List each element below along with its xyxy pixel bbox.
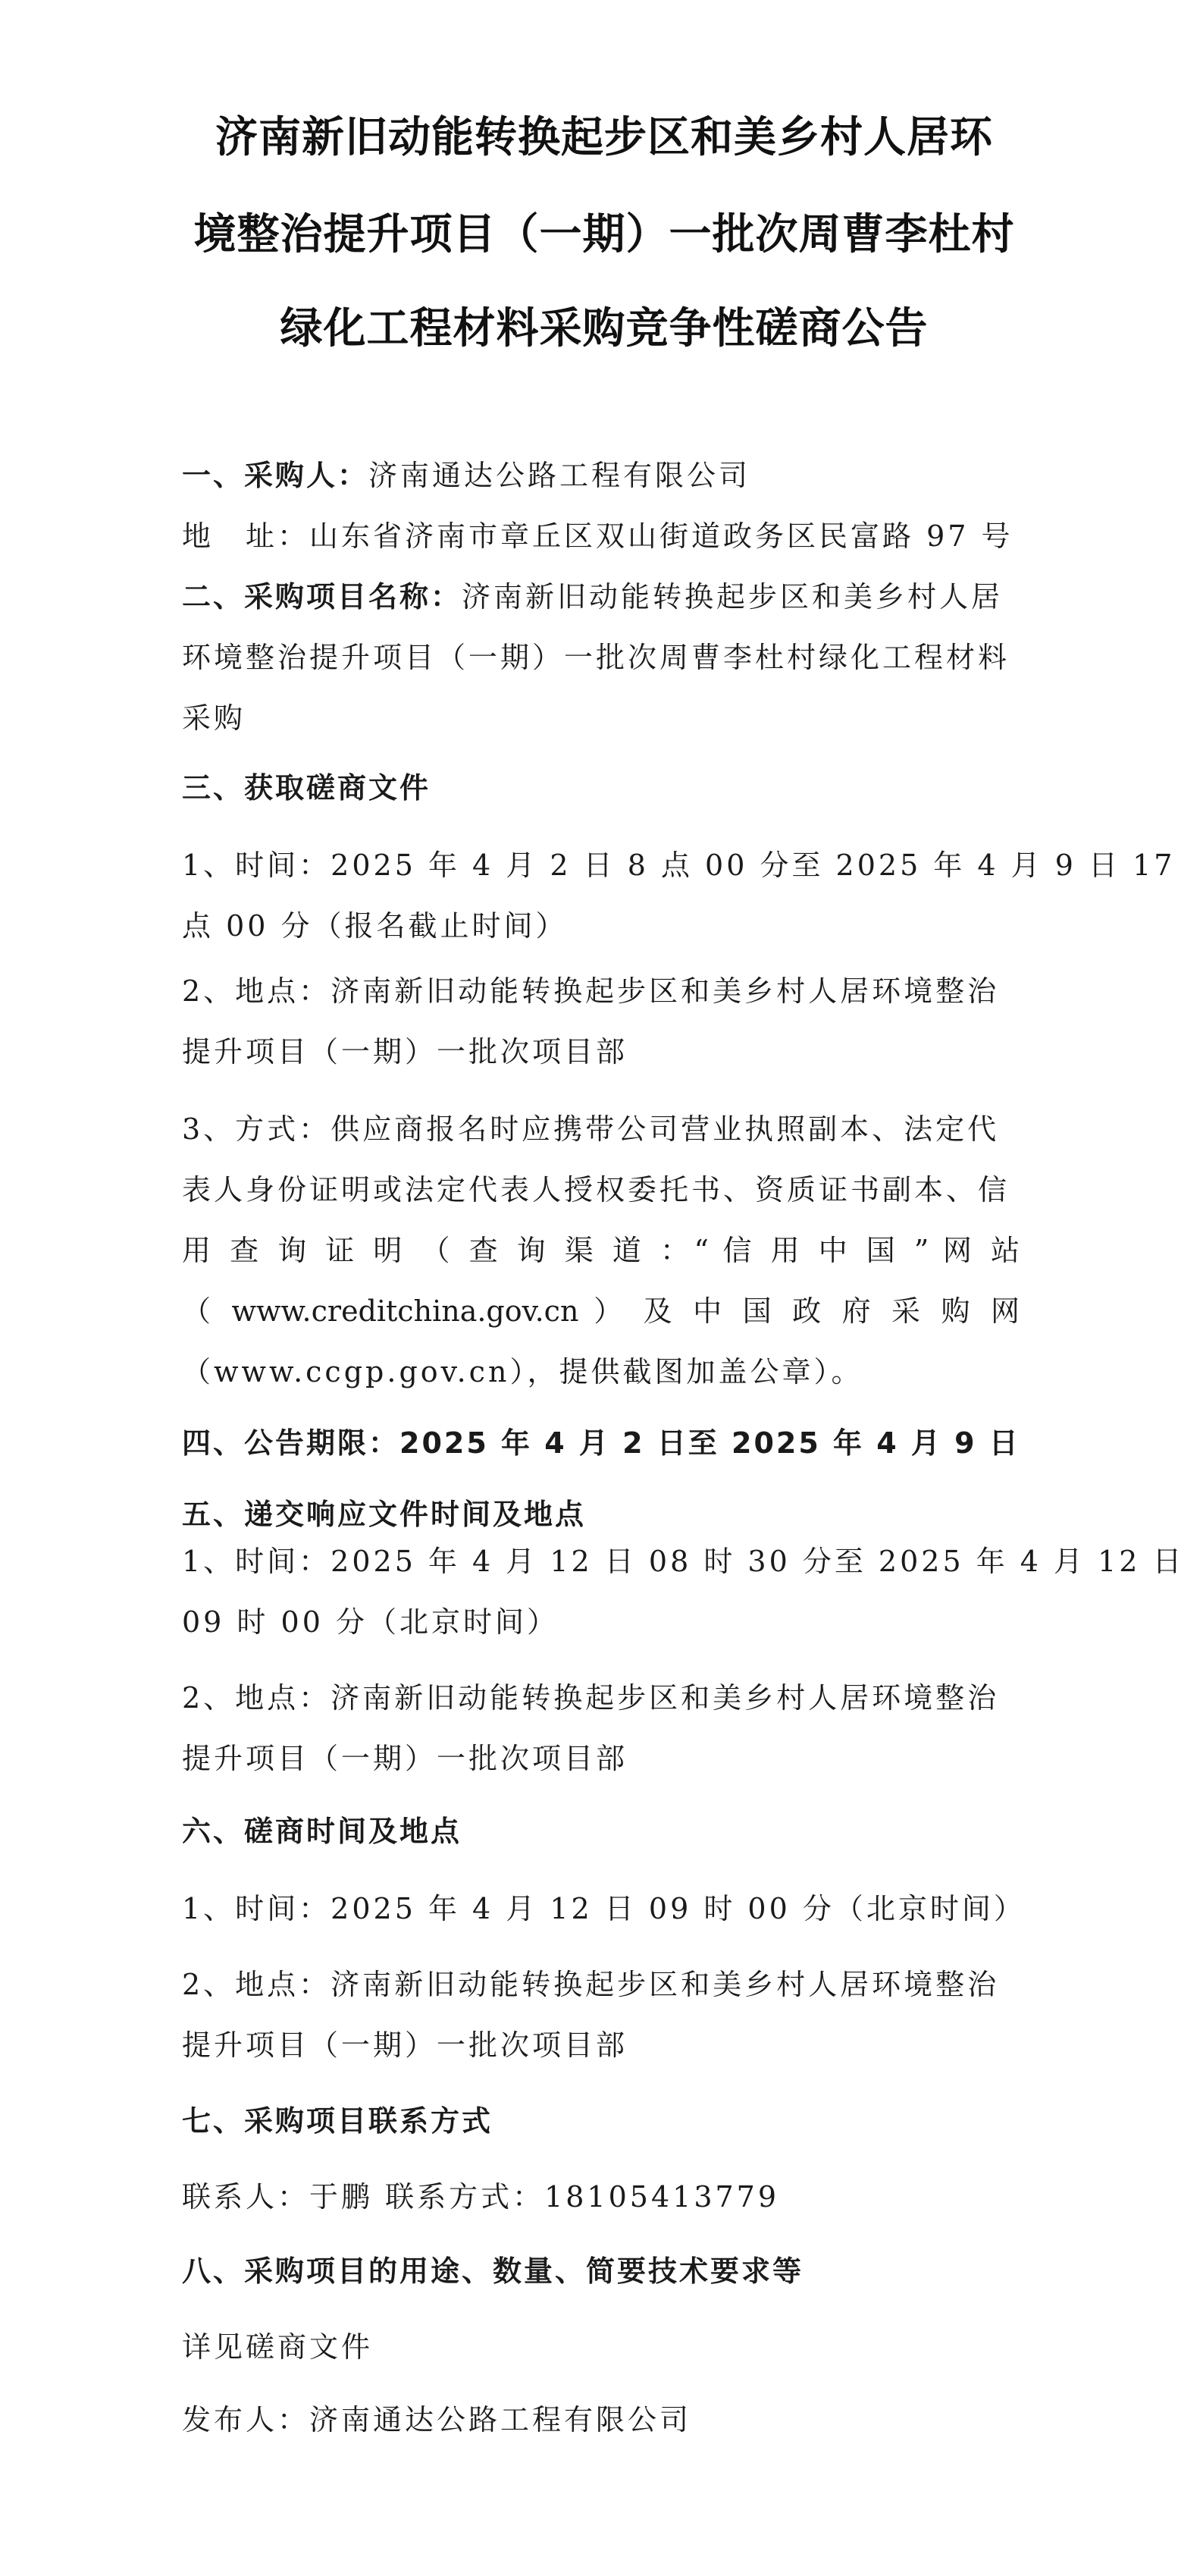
project-name-label: 二、采购项目名称： [182,580,462,613]
section-3-method-line-1: 3、方式：供应商报名时应携带公司营业执照副本、法定代 [182,1112,1000,1146]
project-name-line-2: 环境整治提升项目（一期）一批次周曹李杜村绿化工程材料 [182,641,1010,674]
section-3-method-line-5: （www.ccgp.gov.cn），提供截图加盖公章）。 [182,1355,863,1388]
section-3-method-line-4: （ www.creditchina.gov.cn ） 及 中 国 政 府 采 购 网 [182,1294,1020,1328]
page-title-line-2: 境整治提升项目（一期）一批次周曹李杜村 [193,210,1015,259]
section-5-place-line-2: 提升项目（一期）一批次项目部 [182,1742,628,1775]
section-8-heading: 八、采购项目的用途、数量、简要技术要求等 [182,2254,804,2288]
purchaser-label: 一、采购人： [182,459,369,492]
section-6-place-line-1: 2、地点：济南新旧动能转换起步区和美乡村人居环境整治 [182,1968,1000,2001]
section-3-method-line-3: 用 查 询 证 明 （ 查 询 渠 道 ：“ 信 用 中 国 ” 网 站 [182,1234,1020,1267]
section-3-time-line-1: 1、时间：2025 年 4 月 2 日 8 点 00 分至 2025 年 4 月 9 日 17 [182,849,1176,882]
section-4-line: 四、公告期限：2025 年 4 月 2 日至 2025 年 4 月 9 日 [182,1426,1020,1460]
section-3-heading: 三、获取磋商文件 [182,771,431,805]
purchaser-value: 济南通达公路工程有限公司 [368,459,751,492]
section-5-time-line-1: 1、时间：2025 年 4 月 12 日 08 时 30 分至 2025 年 4 月 12 日 [182,1545,1185,1578]
section-5-time-line-2: 09 时 00 分（北京时间） [182,1605,559,1639]
address-value: 山东省济南市章丘区双山街道政务区民富路 97 号 [309,519,1013,553]
project-name-line-1 [182,582,1003,611]
project-name-value-1: 济南新旧动能转换起步区和美乡村人居 [462,580,1004,613]
section-3-time-line-2: 点 00 分（报名截止时间） [182,909,568,943]
section-6-heading: 六、磋商时间及地点 [182,1815,462,1848]
address-line [182,519,1013,553]
section-6-time-line: 1、时间：2025 年 4 月 12 日 09 时 00 分（北京时间） [182,1892,1026,1925]
section-5-heading: 五、递交响应文件时间及地点 [182,1498,587,1531]
page-title-line-3: 绿化工程材料采购竞争性磋商公告 [280,304,929,353]
section-5-place-line-1: 2、地点：济南新旧动能转换起步区和美乡村人居环境整治 [182,1681,1000,1715]
section-7-heading: 七、采购项目联系方式 [182,2104,493,2138]
project-name-line-3: 采购 [182,701,246,735]
section-6-place-line-2: 提升项目（一期）一批次项目部 [182,2028,628,2062]
page-title-line-1: 济南新旧动能转换起步区和美乡村人居环 [215,113,993,162]
purchaser-line [182,461,750,490]
section-3-place-line-2: 提升项目（一期）一批次项目部 [182,1035,628,1068]
section-3-place-line-1: 2、地点：济南新旧动能转换起步区和美乡村人居环境整治 [182,974,1000,1008]
publisher-line: 发布人：济南通达公路工程有限公司 [182,2403,692,2436]
section-8-detail: 详见磋商文件 [182,2330,374,2364]
contact-line: 联系人：于鹏 联系方式：18105413779 [182,2180,780,2214]
address-label: 地 址： [182,519,310,553]
section-3-method-line-2: 表人身份证明或法定代表人授权委托书、资质证书副本、信 [182,1173,1010,1206]
